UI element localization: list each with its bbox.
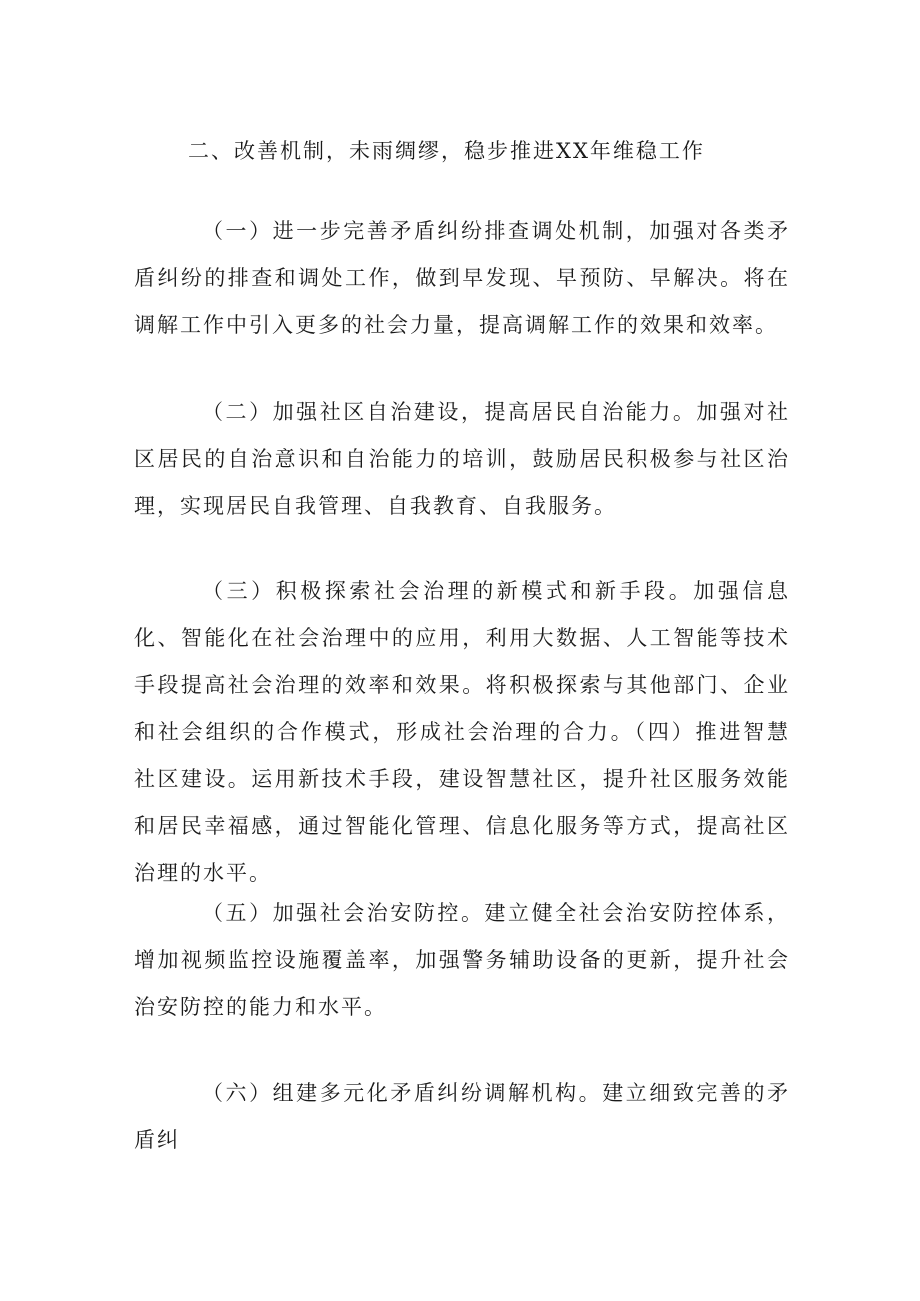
paragraph-2: （二）加强社区自治建设，提高居民自治能力。加强对社区居民的自治意识和自治能力的培训，鼓励居民积极参与社区治理，实现居民自我管理、自我教育、自我服务。: [134, 400, 790, 518]
paragraph-6: （六）组建多元化矛盾纠纷调解机构。建立细致完善的矛盾纠: [134, 1081, 790, 1152]
paragraph-3: （三）积极探索社会治理的新模式和新手段。加强信息化、智能化在社会治理中的应用，利用大数据、人工智能等技术手段提高社会治理的效率和效果。将积极探索与其他部门、企业和社会组织的合作模式，形成社会治理的合力。（四）推进智慧社区建设。运用新技术手段，建设智慧社区，提升社区服务效能和居民幸福感，通过智能化管理、信息化服务等方式，提高社区治理的水平。: [134, 579, 790, 885]
paragraph-1: （一）进一步完善矛盾纠纷排查调处机制，加强对各类矛盾纠纷的排查和调处工作，做到早发现、早预防、早解决。将在调解工作中引入更多的社会力量，提高调解工作的效果和效率。: [134, 219, 790, 337]
paragraph-5: （五）加强社会治安防控。建立健全社会治安防控体系，增加视频监控设施覆盖率，加强警务辅助设备的更新，提升社会治安防控的能力和水平。: [134, 901, 790, 1019]
section-heading: 二、改善机制，未雨绸缪，稳步推进XX年维稳工作: [188, 139, 705, 163]
